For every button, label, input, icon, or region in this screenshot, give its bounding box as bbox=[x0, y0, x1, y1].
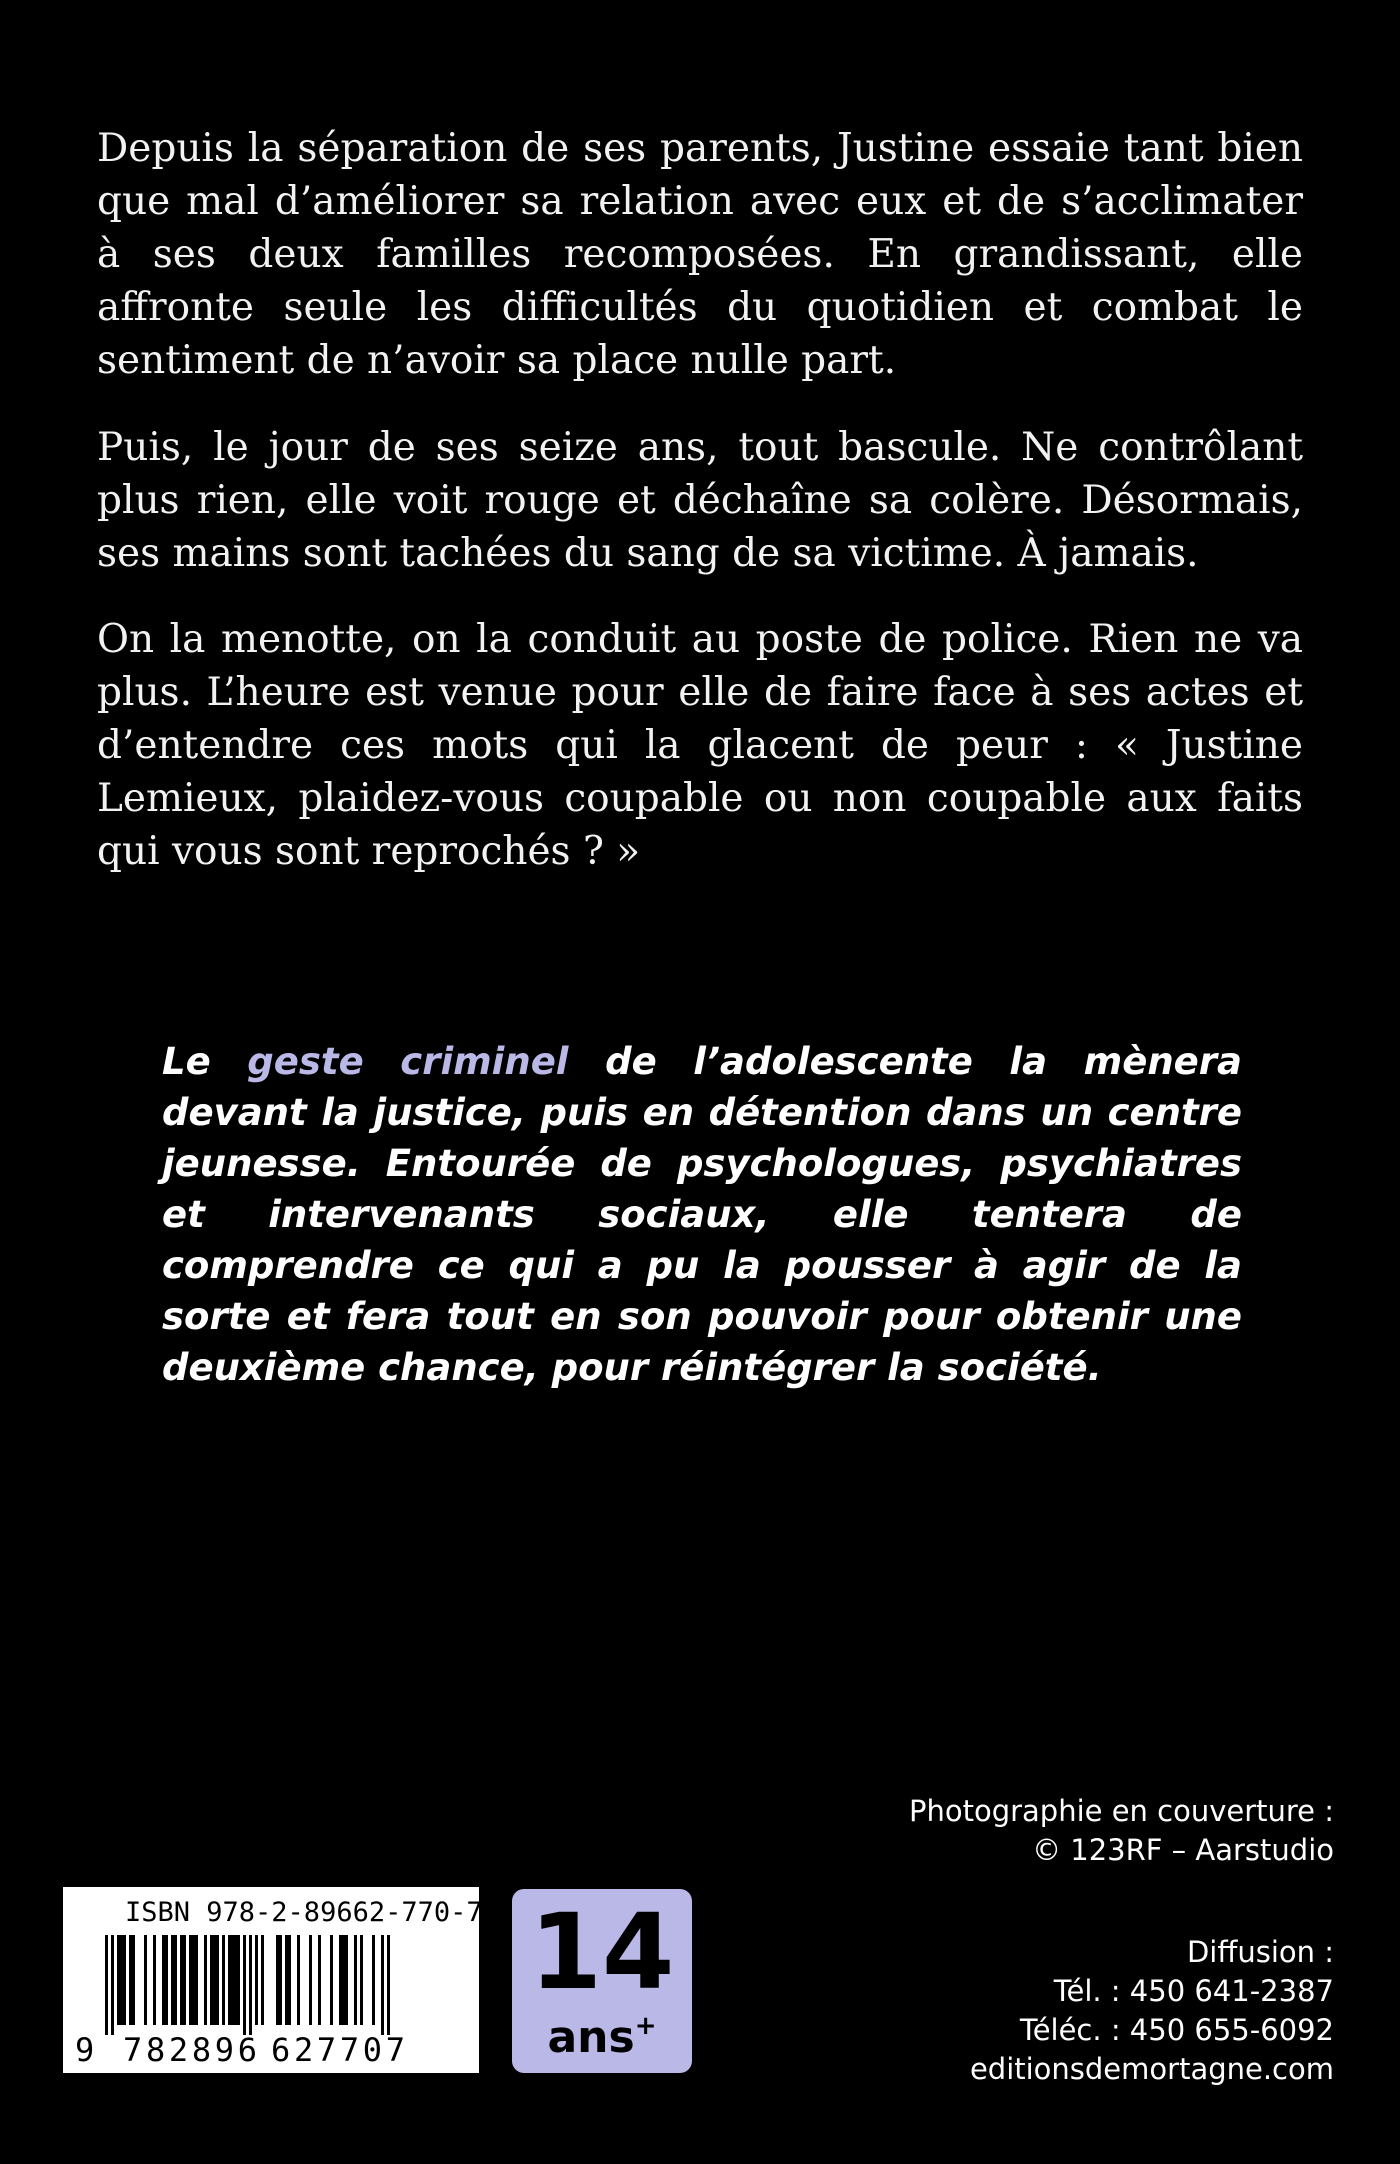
photo-credit-source: © 123RF – Aarstudio bbox=[1032, 1833, 1334, 1867]
barcode-bar bbox=[231, 1935, 234, 2025]
ean-left-digits: 782896 bbox=[123, 2031, 257, 2069]
barcode-bar bbox=[162, 1935, 165, 2025]
barcode-bar bbox=[360, 1935, 363, 2025]
barcode-bar bbox=[309, 1935, 312, 2025]
barcode-bar bbox=[153, 1935, 156, 2025]
barcode-bar bbox=[180, 1935, 183, 2025]
diffusion-title: Diffusion : bbox=[1186, 1935, 1334, 1969]
blurb-paragraph-3: On la menotte, on la conduit au poste de police. Rien ne va plus. L’heure est venue pour elle de faire face à ses actes et d’entendre ces mots qui la glacent de peur : « Justine Lemieux, plaidez-vous coupable ou non coupable aux faits qui vous sont reprochés ? » bbox=[97, 617, 1303, 874]
barcode-bar bbox=[285, 1935, 288, 2025]
barcode-bar bbox=[237, 1935, 240, 2025]
barcode-bar bbox=[387, 1935, 390, 2035]
barcode-bar bbox=[132, 1935, 135, 2025]
age-rating-number: 14 bbox=[529, 1891, 675, 2013]
ean-right-digits: 627707 bbox=[271, 2031, 405, 2069]
barcode-bar bbox=[345, 1935, 348, 2025]
blurb-paragraph-2: Puis, le jour de ses seize ans, tout bascule. Ne contrôlant plus rien, elle voit rouge et déchaîne sa colère. Désormais, ses mains sont tachées du sang de sa victime. À jamais. bbox=[97, 425, 1303, 576]
diffusion-info bbox=[970, 1933, 1334, 2089]
barcode-bar bbox=[174, 1935, 177, 2025]
barcode-bar bbox=[234, 1935, 237, 2025]
barcode-bar bbox=[105, 1935, 108, 2035]
diffusion-fax: Téléc. : 450 655-6092 bbox=[1019, 2013, 1334, 2047]
barcode-bar bbox=[243, 1935, 246, 2035]
barcode-bar bbox=[255, 1935, 258, 2025]
blurb-paragraph-1: Depuis la séparation de ses parents, Justine essaie tant bien que mal d’améliorer sa relation avec eux et de s’acclimater à ses deux familles recomposées. En grandissant, elle affronte seule les difficultés du quotidien et combat le sentiment de n’avoir sa place nulle part. bbox=[97, 126, 1303, 383]
diffusion-phone: Tél. : 450 641-2387 bbox=[1053, 1974, 1334, 2008]
barcode-bar bbox=[342, 1935, 345, 2025]
barcode-bar bbox=[120, 1935, 123, 2025]
photo-credit-label: Photographie en couverture : bbox=[908, 1794, 1334, 1828]
barcode-bar bbox=[123, 1935, 126, 2025]
barcode-bar bbox=[279, 1935, 282, 2025]
barcode-bar bbox=[354, 1935, 357, 2025]
barcode-bar bbox=[165, 1935, 168, 2025]
barcode-bar bbox=[261, 1935, 264, 2025]
barcode-bar bbox=[129, 1935, 132, 2025]
age-rating-plus: + bbox=[634, 2011, 657, 2041]
barcode-bar bbox=[372, 1935, 375, 2025]
barcode-bar bbox=[192, 1935, 195, 2025]
barcode-bar bbox=[288, 1935, 291, 2025]
barcode-bar bbox=[195, 1935, 198, 2025]
age-rating-unit: ans bbox=[547, 2012, 635, 2063]
barcode-bar bbox=[330, 1935, 333, 2025]
publisher-website-link[interactable]: editionsdemortagne.com bbox=[969, 2052, 1334, 2086]
ean-first-digit: 9 bbox=[75, 2031, 95, 2069]
teaser-prefix: Le bbox=[162, 1040, 248, 1083]
photo-credit bbox=[909, 1792, 1334, 1870]
isbn-label: ISBN 978-2-89662-770-7 bbox=[125, 1897, 483, 1928]
barcode-bar bbox=[111, 1935, 114, 2035]
barcode-bar bbox=[183, 1935, 186, 2025]
barcode-bar bbox=[249, 1935, 252, 2035]
barcode-bar bbox=[339, 1935, 342, 2025]
barcode-bar bbox=[210, 1935, 213, 2025]
barcode-bar bbox=[228, 1935, 231, 2025]
barcode-bar bbox=[222, 1935, 225, 2025]
teaser-rest: de l’adolescente la mènera devant la justice, puis en détention dans un centre jeunesse. Entourée de psychologues, psychiatres et intervenants sociaux, elle tentera de comprendre ce qui a pu la pousser à agir de la sorte et fera tout en son pouvoir pour obtenir une deuxième chance, pour réintégrer la société. bbox=[162, 1040, 1242, 1389]
barcode-bar bbox=[318, 1935, 321, 2025]
barcode-bar bbox=[216, 1935, 219, 2025]
age-rating-badge bbox=[512, 1889, 692, 2073]
age-rating-unit-wrap bbox=[512, 2001, 692, 2063]
barcode-bar bbox=[276, 1935, 279, 2025]
barcode-bar bbox=[171, 1935, 174, 2025]
barcode-bars bbox=[105, 1935, 390, 2035]
barcode-bar bbox=[144, 1935, 147, 2025]
teaser-highlight: geste criminel bbox=[247, 1040, 569, 1083]
barcode-bar bbox=[381, 1935, 384, 2035]
isbn-barcode bbox=[63, 1887, 483, 2073]
barcode-bar bbox=[213, 1935, 216, 2025]
barcode-bar bbox=[297, 1935, 300, 2025]
barcode-bar bbox=[189, 1935, 192, 2025]
barcode-bar bbox=[204, 1935, 207, 2025]
teaser-paragraph bbox=[162, 1036, 1242, 1393]
barcode-bar bbox=[117, 1935, 120, 2025]
